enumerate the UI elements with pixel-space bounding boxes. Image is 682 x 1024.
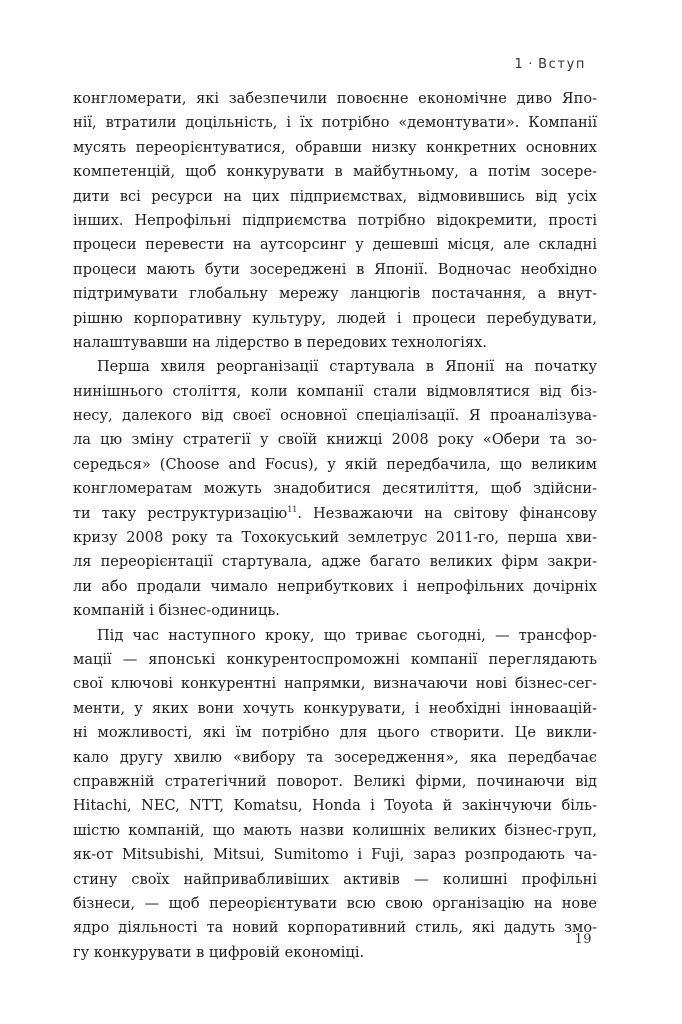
text-line: ля переорієнтації стартувала, адже багато великих фірм закри- [73, 553, 597, 571]
text-line-with-footnote [73, 502, 597, 526]
text-line: ні можливості, які їм потрібно для цього створити. Це викли- [73, 724, 597, 742]
text-line: дити всі ресурси на цих підприємствах, відмовившись від усіх [73, 187, 597, 205]
text-line: компетенцій, щоб конкурувати в майбутньому, а потім зосере- [73, 163, 597, 181]
text-line: стину своїх найпривабливіших активів — колишні профільні [73, 870, 597, 888]
text-line: як-от Mitsubishi, Mitsui, Sumitomo і Fuji, зараз розпродають ча- [73, 846, 597, 864]
text-line: кризу 2008 року та Тохокуський землетрус 2011-го, перша хви- [73, 529, 597, 547]
page-number: 19 [574, 932, 592, 947]
text-line: підтримувати глобальну мережу ланцюгів постачання, а внут- [73, 285, 597, 303]
text-line: свої ключові конкурентні напрямки, визначаючи нові бізнес-сег- [73, 675, 597, 693]
text-line: ли або продали чимало неприбуткових і непрофільних дочірніх [73, 577, 597, 595]
text-line: несу, далекого від своєї основної спеціалізації. Я проаналізува- [73, 407, 597, 425]
paragraph-1 [73, 87, 597, 355]
text-line: справжній стратегічний поворот. Великі фірми, починаючи від [73, 772, 597, 790]
text-line: мусять переорієнтуватися, обравши низку конкретних основних [73, 138, 597, 156]
footnote-reference[interactable]: 11 [287, 504, 298, 514]
text-line: бізнеси, — щоб переорієнтувати всю свою організацію на нове [73, 894, 597, 912]
text-line: конгломератам можуть знадобитися десятиліття, щоб здійсни- [73, 480, 597, 498]
header-separator: · [528, 57, 535, 72]
text-line: конгломерати, які забезпечили повоєнне економічне диво Япо- [73, 90, 597, 107]
text-line: налаштувавши на лідерство в передових технологіях. [73, 333, 487, 351]
text-line: рішню корпоративну культуру, людей і процеси перебудувати, [73, 309, 597, 327]
text-line: ла цю зміну стратегії у своїй книжці 2008 року «Обери та зо- [73, 431, 597, 449]
paragraph-2 [73, 355, 597, 623]
text-segment: ти таку реструктуризацію [73, 504, 288, 522]
text-segment: . Незважаючи на світову фінансову [297, 504, 597, 522]
chapter-number: 1 [514, 57, 525, 72]
text-line: менти, у яких вони хочуть конкурувати, і необхідні інноваацій- [73, 699, 597, 717]
text-line: Під час наступного кроку, що триває сьогодні, — трансфор- [97, 626, 597, 644]
text-line: гу конкурувати в цифровій економіці. [73, 943, 365, 961]
text-line: інших. Непрофільні підприємства потрібно відокремити, прості [73, 211, 597, 229]
text-line: шістю компаній, що мають назви колишніх великих бізнес-груп, [73, 821, 597, 839]
text-line: процеси перевести на аутсорсинг у дешевші місця, але складні [73, 236, 597, 254]
paragraph-3 [73, 624, 597, 965]
text-line: середься» (Choose and Focus), у якій передбачила, що великим [73, 455, 597, 473]
body-text [73, 87, 597, 965]
text-line: компаній і бізнес-одиниць. [73, 602, 280, 620]
text-line: кало другу хвилю «вибору та зосередження», яка передбачає [73, 748, 597, 766]
text-line: Перша хвиля реорганізації стартувала в Японії на початку [97, 358, 597, 376]
text-line: нинішнього століття, коли компанії стали відмовлятися від біз- [73, 382, 597, 400]
text-line: Hitachi, NEC, NTT, Komatsu, Honda і Toyota й закінчуючи біль- [73, 797, 597, 815]
text-line: мації — японські конкурентоспроможні компанії переглядають [73, 650, 597, 668]
text-line: нії, втратили доцільність, і їх потрібно «демонтувати». Компанії [73, 114, 597, 132]
text-line: ядро діяльності та новий корпоративний стиль, які дадуть змо- [73, 919, 597, 937]
text-line: процеси мають бути зосереджені в Японії. Водночас необхідно [73, 260, 597, 278]
running-head [515, 57, 586, 72]
chapter-title: Вступ [538, 57, 586, 72]
